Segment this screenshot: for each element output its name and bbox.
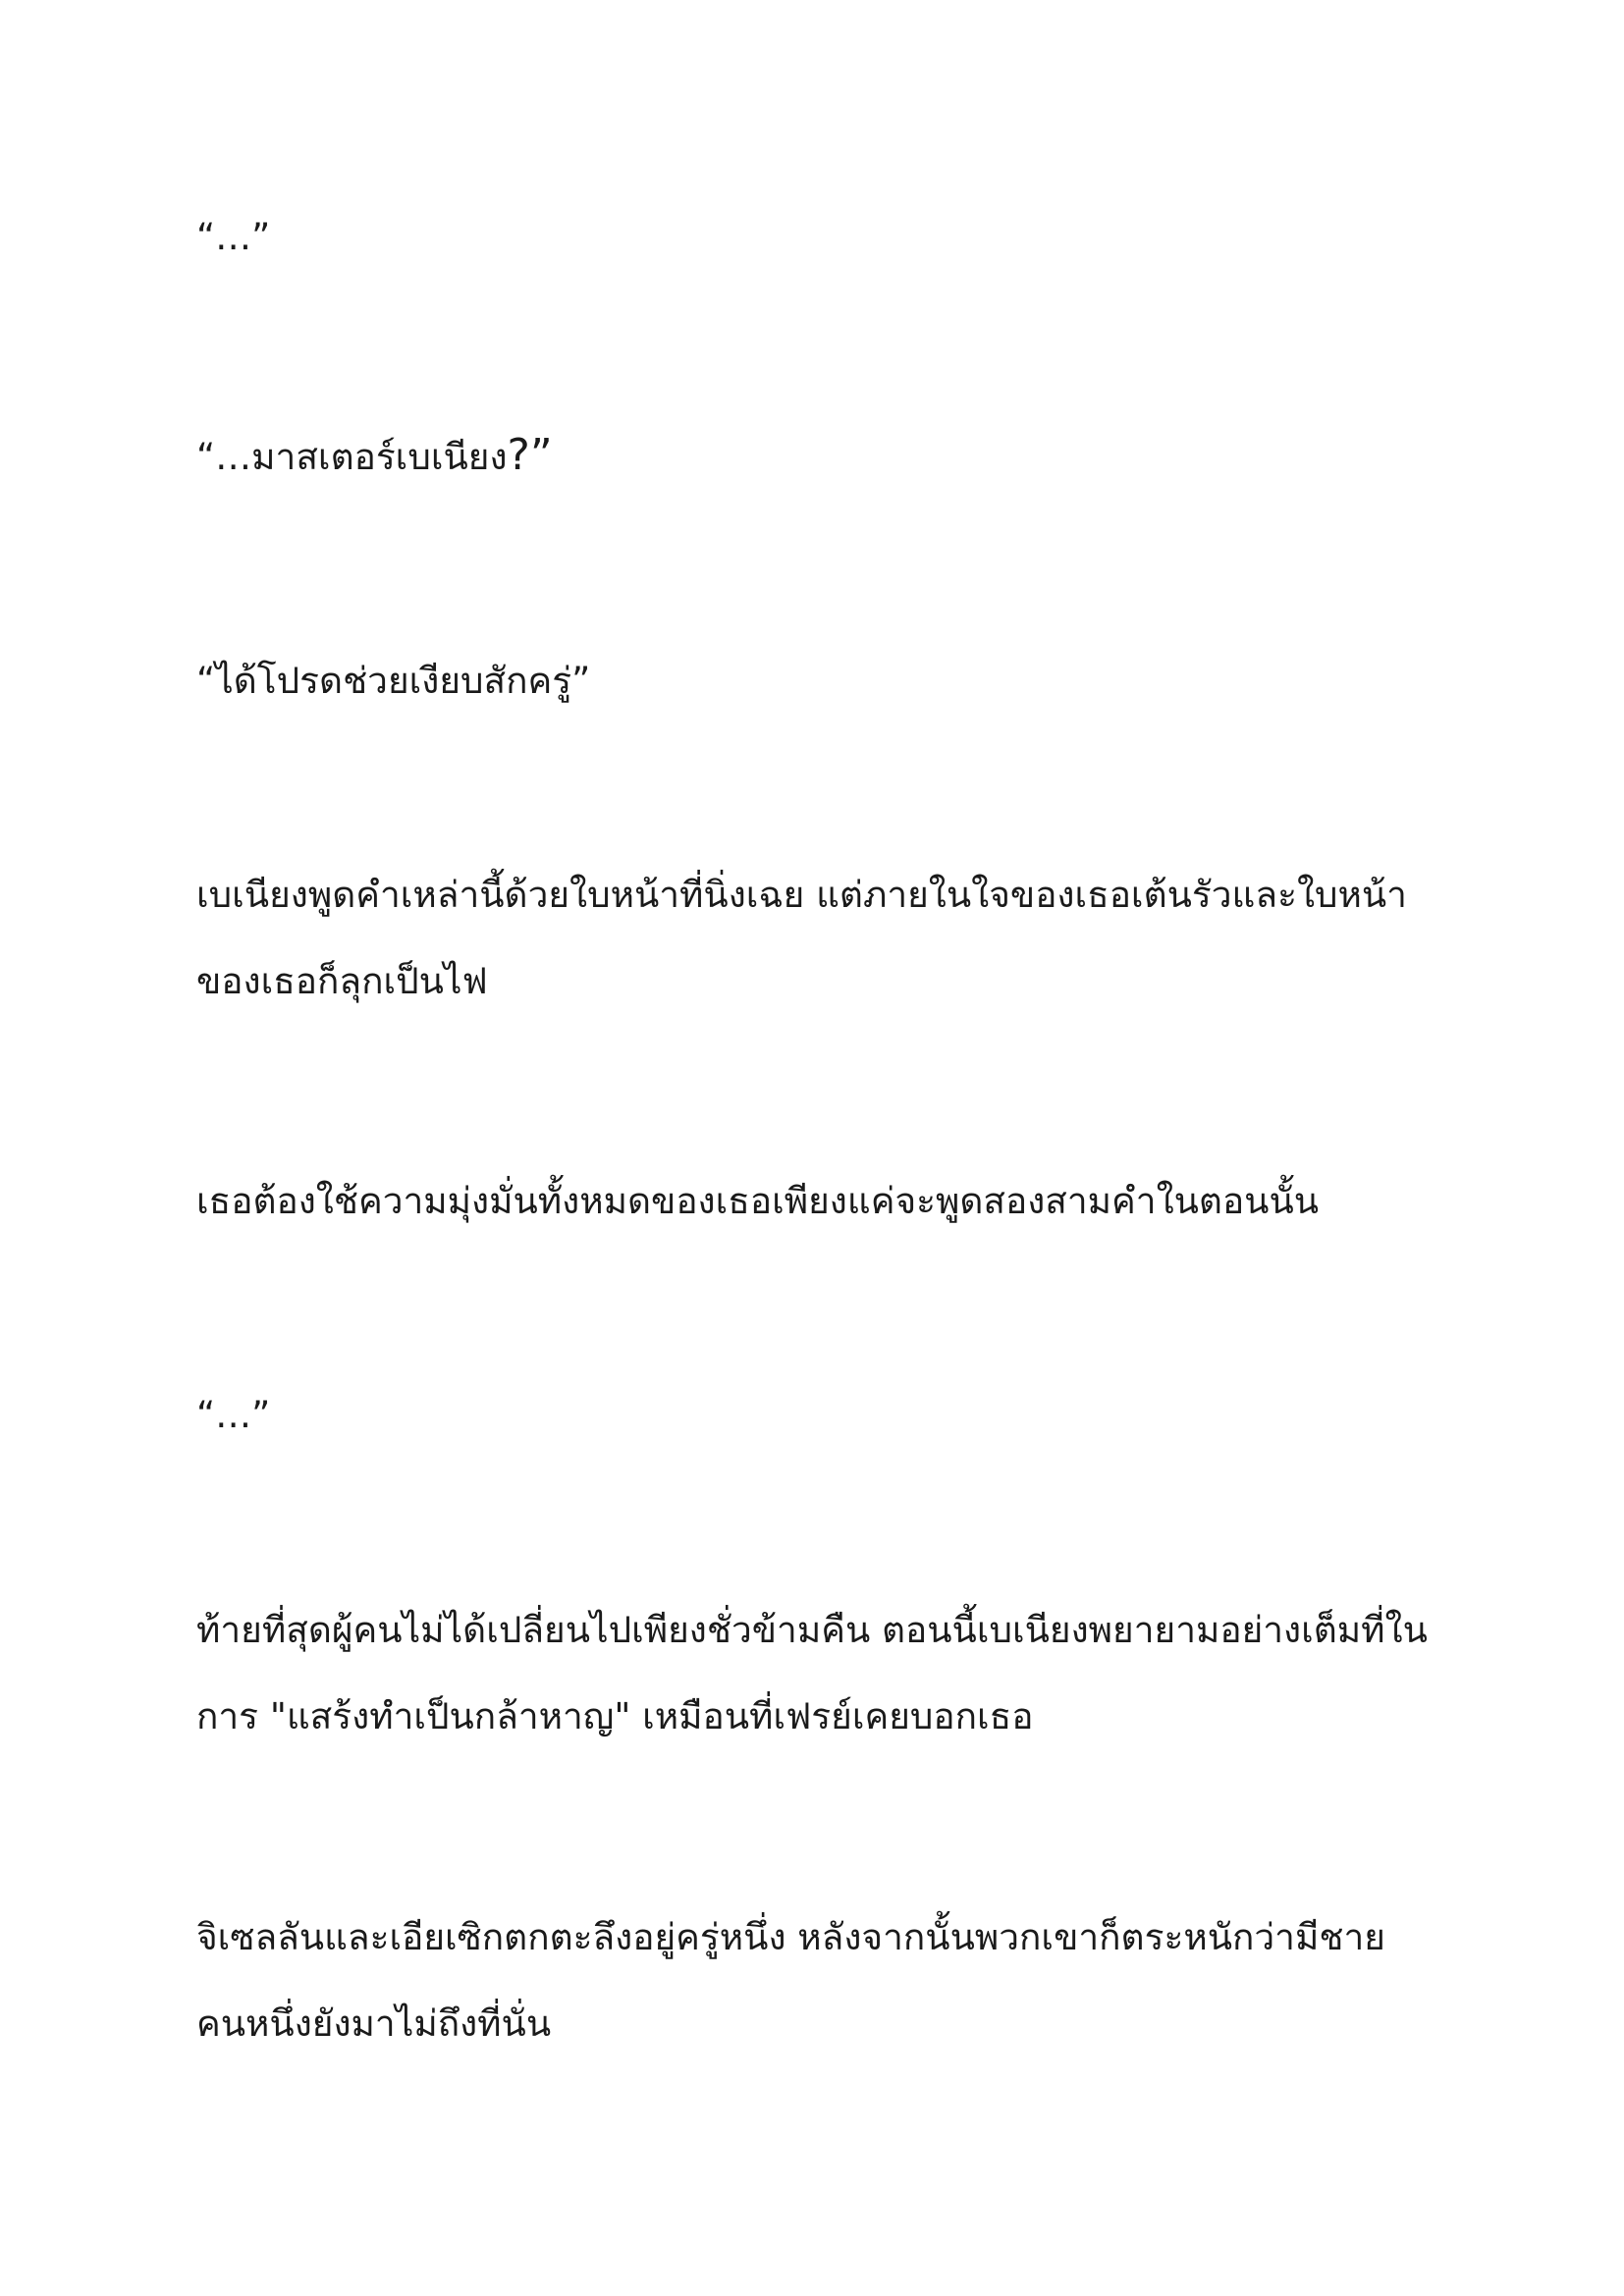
dialogue-ellipsis: “…”: [196, 216, 271, 258]
dialogue-question-mark: ?”: [507, 430, 553, 480]
dialogue-master-text: “…มาสเตอร์เบเนียง: [196, 436, 508, 478]
paragraph-gisellan-shock: จิเซลลันและเอียเซิกตกตะลึงอยู่ครู่หนึ่ง หลังจากนั้นพวกเขาก็ตระหนักว่ามีชายคนหนึ่งยังมาไม่ถึงที่นั่น: [196, 1916, 1385, 2045]
paragraph-benieng-expression: เบเนียงพูดคำเหล่านี้ด้วยใบหน้าที่นิ่งเฉย แต่ภายในใจของเธอเต้นรัวและใบหน้าของเธอก็ลุกเป็นไฟ: [196, 874, 1407, 1002]
dialogue-master-benieng: [196, 412, 1434, 501]
paragraph-people-change: ท้ายที่สุดผู้คนไม่ได้เปลี่ยนไปเพียงชั่วข้ามคืน ตอนนี้เบเนียงพยายามอย่างเต็มที่ในการ "แสร้งทำเป็นกล้าหาญ" เหมือนที่เฟรย์เคยบอกเธอ: [196, 1609, 1428, 1737]
dialogue-please-quiet: “ได้โปรดช่วยเงียบสักครู่”: [196, 660, 591, 702]
dialogue-ellipsis-second: “…”: [196, 1394, 271, 1436]
paragraph-focus: เธอต้องใช้ความมุ่งมั่นทั้งหมดของเธอเพียงแค่จะพูดสองสามคำในตอนนั้น: [196, 1180, 1320, 1222]
